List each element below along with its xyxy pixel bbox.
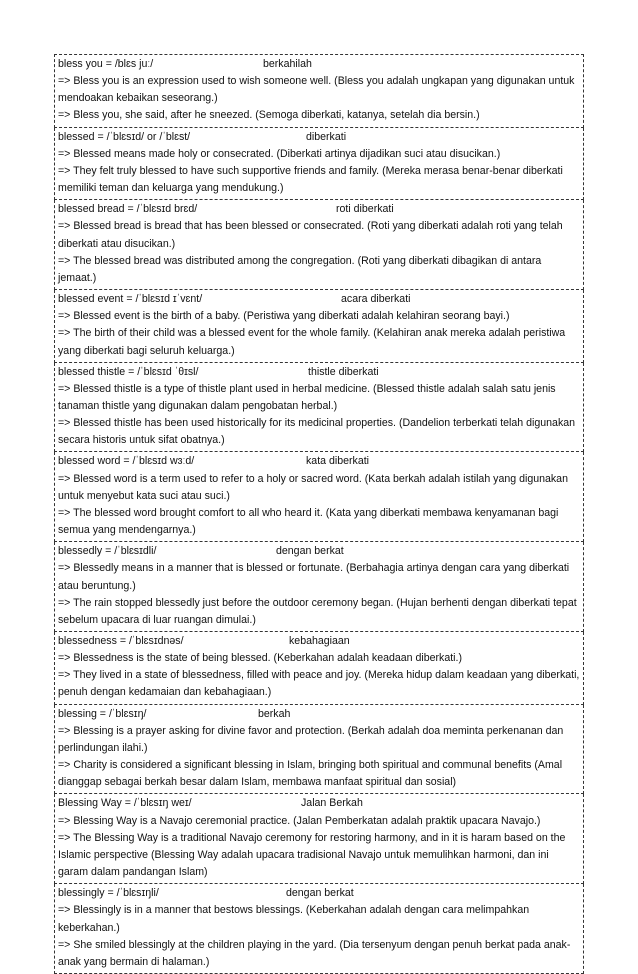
entry-example: => She smiled blessingly at the children playing in the yard. (Dia tersenyum dengan penuh berkat pada anak-anak yang bermain di halaman.) bbox=[58, 938, 571, 968]
entry-term: Blessing Way = /ˈblɛsɪŋ weɪ/ bbox=[58, 797, 192, 810]
entry-definition: => Blessing Way is a Navajo ceremonial practice. (Jalan Pemberkatan adalah praktik upacara Navajo.) bbox=[58, 814, 541, 827]
dictionary-entry bbox=[54, 794, 584, 884]
dictionary-entry bbox=[54, 705, 584, 795]
entry-translation: acara diberkati bbox=[341, 293, 411, 306]
entry-definition: => Blessed bread is bread that has been blessed or consecrated. (Roti yang diberkati adalah roti yang telah diberkati atau disucikan.) bbox=[58, 220, 563, 250]
entry-definition: => Blessingly is in a manner that bestows blessings. (Keberkahan adalah dengan cara melimpahkan keberkahan.) bbox=[58, 904, 530, 934]
entry-translation: thistle diberkati bbox=[308, 365, 379, 378]
entry-translation: kata diberkati bbox=[306, 455, 370, 468]
entry-example: => The birth of their child was a blessed event for the whole family. (Kelahiran anak mereka adalah peristiwa yang diberkati bagi seluruh keluarga.) bbox=[58, 327, 566, 357]
entry-term: blessedly = /ˈblɛsɪdli/ bbox=[58, 545, 157, 558]
dictionary-entry bbox=[54, 128, 584, 201]
entry-term: blessed bread = /ˈblɛsɪd brɛd/ bbox=[58, 203, 198, 216]
entry-example: => They lived in a state of blessedness, filled with peace and joy. (Mereka hidup dalam keadaan yang diberkati, penuh dengan kedamaian dan kebahagiaan.) bbox=[58, 669, 580, 699]
entry-term: bless you = /blɛs juː/ bbox=[58, 58, 154, 70]
entry-definition: => Bless you is an expression used to wish someone well. (Bless you adalah ungkapan yang digunakan untuk mendoakan kebaikan seseorang.) bbox=[58, 75, 575, 105]
entry-translation: kebahagiaan bbox=[289, 635, 350, 647]
entry-translation: roti diberkati bbox=[336, 203, 394, 216]
dictionary-entry bbox=[54, 54, 584, 128]
entry-header bbox=[58, 56, 580, 73]
entry-example: => The rain stopped blessedly just before the outdoor ceremony began. (Hujan berhenti dengan diberkati tepat sebelum upacara di luar ruangan dimulai.) bbox=[58, 596, 577, 626]
entry-translation: diberkati bbox=[306, 130, 347, 143]
entry-translation: dengan berkat bbox=[276, 545, 344, 558]
entry-example: => The Blessing Way is a traditional Navajo ceremony for restoring harmony, and in it is haram based on the Islamic perspective (Blessing Way adalah upacara tradisional Navajo untuk memulihkan harmoni, dan ini garam dalam pandangan Islam) bbox=[58, 831, 566, 879]
dictionary-entry bbox=[54, 452, 584, 542]
entry-example: => The blessed bread was distributed among the congregation. (Roti yang diberkati dibagikan di antara jemaat.) bbox=[58, 254, 542, 284]
entry-definition: => Blessed means made holy or consecrated. (Diberkati artinya dijadikan suci atau disucikan.) bbox=[58, 147, 501, 160]
entry-definition: => Blessed word is a term used to refer to a holy or sacred word. (Kata berkah adalah istilah yang digunakan untuk menyebut kata suci atau suci.) bbox=[58, 472, 568, 502]
entry-definition: => Blessed thistle is a type of thistle plant used in herbal medicine. (Blessed thistle adalah salah satu jenis tanaman thistle yang digunakan dalam pengobatan herbal.) bbox=[58, 382, 556, 412]
entry-definition: => Blessing is a prayer asking for divine favor and protection. (Berkah adalah doa meminta perkenanan dan perlindungan ilahi.) bbox=[58, 724, 564, 754]
entry-term: blessed word = /ˈblɛsɪd wɜːd/ bbox=[58, 455, 195, 468]
entry-definition: => Blessedly means in a manner that is blessed or fortunate. (Berbahagia artinya dengan cara yang diberkati atau beruntung.) bbox=[58, 562, 570, 592]
entry-translation: berkah bbox=[258, 707, 291, 720]
entry-term: blessedness = /ˈblɛsɪdnəs/ bbox=[58, 635, 184, 647]
entry-header bbox=[58, 543, 580, 560]
entry-header bbox=[58, 885, 580, 902]
entry-example: => Blessed thistle has been used historically for its medicinal properties. (Dandelion terberkati telah digunakan secara historis untuk sifat obatnya.) bbox=[58, 417, 576, 447]
dictionary-entry bbox=[54, 632, 584, 705]
entry-header bbox=[58, 364, 580, 381]
entry-example: => They felt truly blessed to have such supportive friends and family. (Mereka merasa benar-benar diberkati memiliki teman dan keluarga yang mendukung.) bbox=[58, 164, 563, 195]
entry-header bbox=[58, 633, 580, 650]
entry-definition: => Blessedness is the state of being blessed. (Keberkahan adalah keadaan diberkati.) bbox=[58, 652, 463, 665]
entry-header bbox=[58, 201, 580, 218]
dictionary-entry bbox=[54, 884, 584, 974]
dictionary-entry bbox=[54, 363, 584, 453]
dictionary-sheet bbox=[54, 54, 584, 974]
entry-header bbox=[58, 291, 580, 308]
entry-header bbox=[58, 706, 580, 723]
entry-header bbox=[58, 129, 580, 146]
entry-term: blessed event = /ˈblɛsɪd ɪˈvɛnt/ bbox=[58, 293, 203, 306]
entry-term: blessing = /ˈblɛsɪŋ/ bbox=[58, 707, 147, 720]
entry-translation: berkahilah bbox=[263, 58, 312, 70]
entry-example: => The blessed word brought comfort to all who heard it. (Kata yang diberkati membawa kenyamanan bagi semua yang mendengarnya.) bbox=[58, 506, 559, 537]
entry-definition: => Blessed event is the birth of a baby. (Peristiwa yang diberkati adalah kelahiran seorang bayi.) bbox=[58, 310, 510, 323]
entry-translation: Jalan Berkah bbox=[301, 797, 363, 810]
entry-example: => Charity is considered a significant blessing in Islam, bringing both spiritual and communal benefits (Amal dianggap sebagai berkah besar dalam Islam, membawa manfaat spiritual dan sosial) bbox=[58, 759, 563, 789]
entry-example: => Bless you, she said, after he sneezed. (Semoga diberkati, katanya, setelah dia bersin.) bbox=[58, 109, 480, 122]
entry-header bbox=[58, 795, 580, 812]
entry-translation: dengan berkat bbox=[286, 887, 354, 900]
dictionary-entry bbox=[54, 542, 584, 632]
entry-term: blessingly = /ˈblɛsɪŋli/ bbox=[58, 887, 159, 900]
entry-header bbox=[58, 453, 580, 470]
entry-term: blessed thistle = /ˈblɛsɪd ˈθɪsl/ bbox=[58, 365, 199, 378]
entry-term: blessed = /ˈblɛsɪd/ or /ˈblɛst/ bbox=[58, 130, 191, 143]
dictionary-entry bbox=[54, 290, 584, 363]
dictionary-entry bbox=[54, 200, 584, 290]
